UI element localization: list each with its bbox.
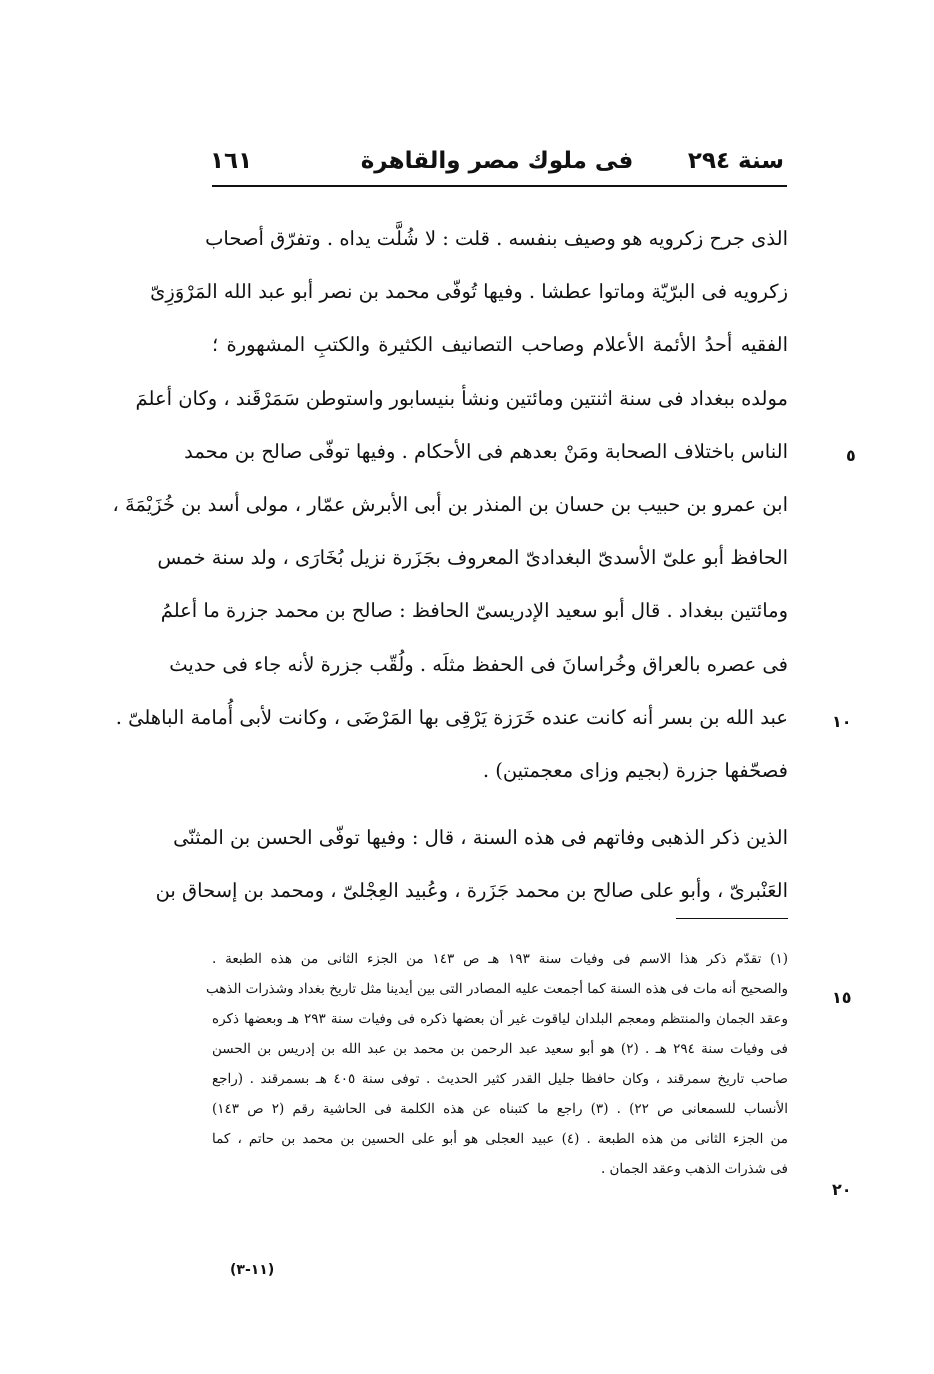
text-line: العَنْبرىّ ، وأبو على صالح بن محمد جَزَرة ، وعُبيد العِجْلىّ ، ومحمد بن إسحاق بن [155, 879, 788, 903]
margin-line-number: ١٥ [832, 988, 852, 1007]
text-line: زكرويه فى البرّيّة وماتوا عطشا . وفيها تُوفّى محمد بن نصر أبو عبد الله المَرْوَزِىّ [150, 280, 788, 304]
margin-line-number: ٢٠ [832, 1180, 852, 1199]
header-rule [212, 185, 787, 187]
footnote-line: والصحيح أنه مات فى هذه السنة كما أجمعت عليه المصادر التى بين أيدينا مثل تاريخ بغداد وشذرات الذهب [206, 981, 788, 997]
paragraph-gap [212, 797, 788, 811]
footnote-line: فى وفيات سنة ٢٩٤ هـ . (٢) هو أبو سعيد عبد الرحمن بن محمد بن عبد الله بن إدريس بن الحسن [212, 1041, 789, 1057]
header-page-number: ١٦١ [210, 148, 253, 174]
text-line: عبد الله بن بسر أنه كانت عنده خَرَزة يَرْقِى بها المَرْضَى ، وكانت لأبى أُمامة الباهلىّ . [115, 705, 788, 729]
text-line: ومائتين ببغداد . قال أبو سعيد الإدريسىّ الحافظ : صالح بن محمد جزرة ما أعلمُ [160, 599, 788, 623]
margin-line-number: ١٠ [832, 712, 852, 731]
text-line: الحافظ أبو علىّ الأسدىّ البغدادىّ المعروف بجَزَرة نزيل بُخَارَى ، ولد سنة خمس [157, 546, 788, 570]
footnote-line: (١) تقدّم ذكر هذا الاسم فى وفيات سنة ١٩٣ هـ ص ١٤٣ من الجزء الثانى من هذه الطبعة . [212, 951, 788, 967]
text-line: الناس باختلاف الصحابة ومَنْ بعدهم فى الأحكام . وفيها توفّى صالح بن محمد [184, 439, 788, 463]
footnote-line: وعقد الجمان والمنتظم ومعجم البلدان لياقوت غير أن بعضها ذكره فى وفيات سنة ٢٩٣ هـ وبعضها ذكره [212, 1011, 788, 1027]
footnote-line: من الجزء الثانى من هذه الطبعة . (٤) عبيد العجلى هو أبو على الحسين بن محمد بن حاتم ، كما [212, 1131, 788, 1147]
footnote-line: فى شذرات الذهب وعقد الجمان . [600, 1161, 788, 1177]
footnotes [206, 944, 789, 1184]
margin-line-number: ٥ [846, 446, 856, 465]
text-line: مولده ببغداد فى سنة اثنتين ومائتين ونشأ بنيسابور واستوطن سَمَرْقَند ، وكان أعلمَ [135, 386, 788, 410]
main-text [112, 212, 788, 917]
footnote-line: صاحب تاريخ سمرقند ، وكان حافظا جليل القدر كثير الحديث . توفى سنة ٤٠٥ هـ بسمرقند . (راجع [212, 1071, 789, 1087]
header-running-title: فى ملوك مصر والقاهرة [360, 148, 634, 174]
text-line: ابن عمرو بن حبيب بن حسان بن المنذر بن أبى الأبرش عمّار ، مولى أسد بن خُزَيْمَةَ ، [112, 492, 788, 516]
header-year: سنة ٢٩٤ [687, 148, 784, 174]
footnote-line: الأنساب للسمعانى ص ٢٢) . (٣) راجع ما كتبناه عن هذه الكلمة فى الحاشية رقم (٢ ص ١٤٣) [212, 1101, 788, 1117]
printer-signature: (١١-٣) [230, 1262, 275, 1278]
footnote-rule [676, 918, 788, 919]
text-line: الذين ذكر الذهبى وفاتهم فى هذه السنة ، قال : وفيها توفّى الحسن بن المثنّى [173, 826, 788, 850]
text-line: فصحّفها جزرة (بجيم وزاى معجمتين) . [482, 758, 788, 782]
text-line: الذى جرح زكرويه هو وصيف بنفسه . قلت : لا شُلَّت يداه . وتفرّق أصحاب [205, 227, 788, 250]
page-header [210, 148, 784, 184]
text-line: فى عصره بالعراق وخُراسانَ فى الحفظ مثلَه . ولُقّب جزرة لأنه جاء فى حديث [169, 652, 788, 676]
text-line: الفقيه أحدُ الأئمة الأعلام وصاحب التصانيف الكثيرة والكتبِ المشهورة ؛ [212, 333, 788, 357]
